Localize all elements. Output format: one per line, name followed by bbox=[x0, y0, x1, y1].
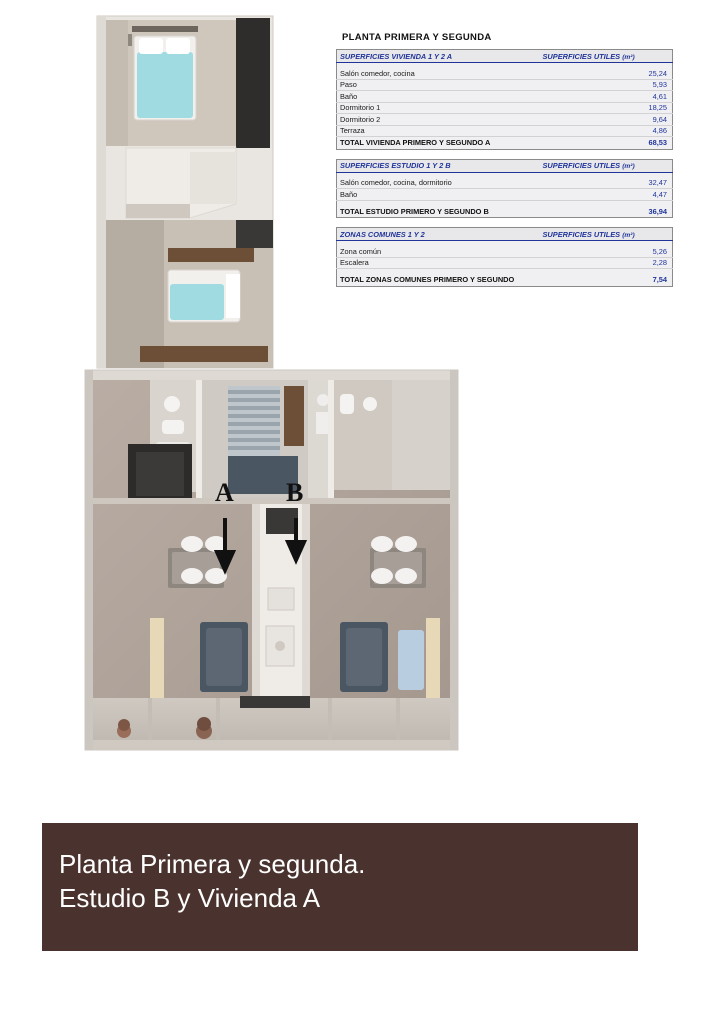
row-value: 4,86 bbox=[543, 125, 673, 137]
table-header-right bbox=[543, 50, 673, 63]
table-header-unit: (m²) bbox=[622, 53, 635, 61]
table-header-row bbox=[337, 228, 673, 241]
row-label: Escalera bbox=[337, 257, 543, 269]
caption-line-2: Estudio B y Vivienda A bbox=[59, 883, 321, 913]
table-header-row bbox=[337, 50, 673, 63]
plan-lower-block bbox=[85, 370, 458, 750]
row-label: Baño bbox=[337, 91, 543, 103]
table-row bbox=[337, 79, 673, 91]
total-label: TOTAL ESTUDIO PRIMERO Y SEGUNDO B bbox=[337, 206, 543, 218]
table-header-unit: (m²) bbox=[622, 231, 635, 239]
row-value: 5,93 bbox=[543, 79, 673, 91]
row-label: Zona común bbox=[337, 246, 543, 257]
plan-marker-a: A bbox=[215, 478, 234, 507]
row-value: 4,47 bbox=[543, 189, 673, 201]
table-row bbox=[337, 91, 673, 103]
table-header-left: SUPERFICIES VIVIENDA 1 Y 2 A bbox=[337, 50, 543, 63]
table-estudio-1-2-b bbox=[336, 159, 673, 219]
table-row bbox=[337, 102, 673, 114]
table-total-row bbox=[337, 206, 673, 218]
table-row bbox=[337, 178, 673, 189]
row-label: Terraza bbox=[337, 125, 543, 137]
surface-tables bbox=[336, 32, 676, 296]
table-header-right bbox=[543, 228, 673, 241]
row-value: 4,61 bbox=[543, 91, 673, 103]
table-header-right-label: SUPERFICIES UTILES bbox=[542, 51, 621, 61]
table-total-row bbox=[337, 274, 673, 286]
plan-bedroom-2 bbox=[106, 220, 273, 368]
total-label: TOTAL VIVIENDA PRIMERO Y SEGUNDO A bbox=[337, 137, 543, 150]
total-value: 68,53 bbox=[543, 137, 673, 150]
table-header-right bbox=[543, 159, 673, 172]
total-value: 7,54 bbox=[543, 274, 673, 286]
table-header-row bbox=[337, 159, 673, 172]
table-row bbox=[337, 257, 673, 269]
row-label: Salón comedor, cocina bbox=[337, 68, 543, 79]
total-label: TOTAL ZONAS COMUNES PRIMERO Y SEGUNDO bbox=[337, 274, 543, 286]
row-label: Paso bbox=[337, 79, 543, 91]
row-value: 5,26 bbox=[543, 246, 673, 257]
row-label: Dormitorio 1 bbox=[337, 102, 543, 114]
row-label: Salón comedor, cocina, dormitorio bbox=[337, 178, 543, 189]
table-header-right-label: SUPERFICIES UTILES bbox=[542, 161, 621, 170]
table-zonas-comunes bbox=[336, 227, 673, 287]
plan-hallway bbox=[126, 148, 236, 218]
total-value: 36,94 bbox=[543, 206, 673, 218]
plan-heading: PLANTA PRIMERA Y SEGUNDA bbox=[342, 32, 492, 43]
table-header-left: SUPERFICIES ESTUDIO 1 Y 2 B bbox=[337, 159, 543, 172]
table-row bbox=[337, 68, 673, 79]
table-vivienda-1-2-a bbox=[336, 49, 673, 150]
rooms-right bbox=[332, 380, 450, 490]
table-total-row bbox=[337, 137, 673, 150]
caption-line-1: Planta Primera y segunda. bbox=[59, 849, 366, 879]
table-row bbox=[337, 114, 673, 126]
row-value: 2,28 bbox=[543, 257, 673, 269]
row-value: 25,24 bbox=[543, 68, 673, 79]
table-row bbox=[337, 189, 673, 201]
row-value: 32,47 bbox=[543, 178, 673, 189]
table-header-unit: (m²) bbox=[622, 163, 635, 170]
table-header-right-label: SUPERFICIES UTILES bbox=[542, 229, 621, 239]
row-value: 18,25 bbox=[543, 102, 673, 114]
table-header-left: ZONAS COMUNES 1 Y 2 bbox=[337, 228, 543, 241]
row-label: Dormitorio 2 bbox=[337, 114, 543, 126]
row-value: 9,64 bbox=[543, 114, 673, 126]
caption-bar bbox=[42, 823, 638, 951]
row-label: Baño bbox=[337, 189, 543, 201]
plan-marker-b: B bbox=[286, 478, 304, 507]
table-row bbox=[337, 125, 673, 137]
table-row bbox=[337, 246, 673, 257]
